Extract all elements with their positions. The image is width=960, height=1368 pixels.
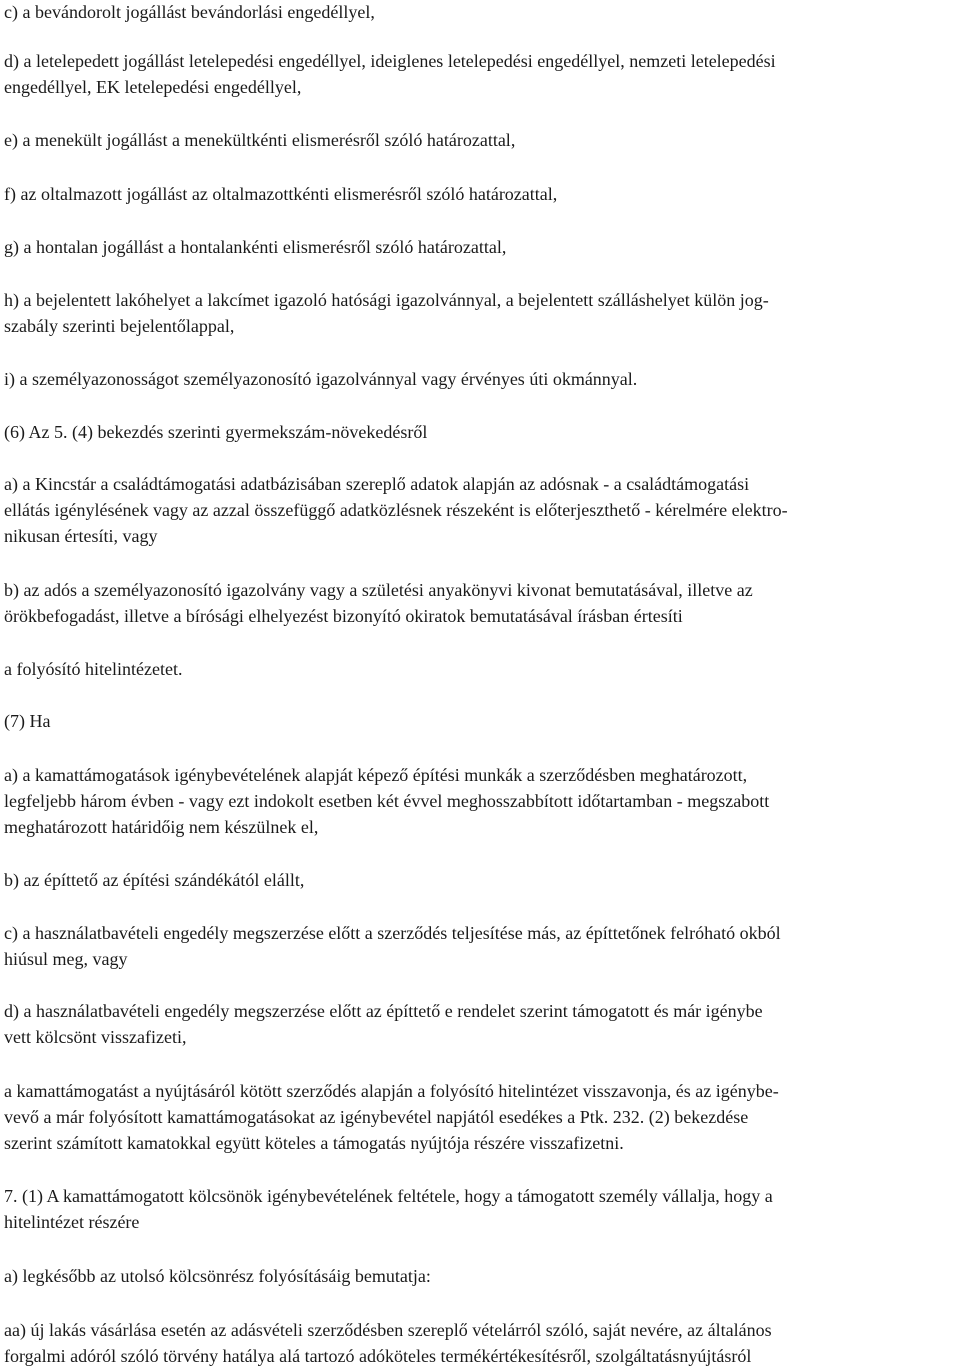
- text-line: ellátás igénylésének vagy az azzal összefüggő adatközlésnek részeként is előterjeszthető - kérelmére elektro-: [4, 500, 788, 520]
- text-line: h) a bejelentett lakóhelyet a lakcímet igazoló hatósági igazolvánnyal, a bejelentett szálláshelyet külön jog-: [4, 290, 769, 310]
- text-line: c) a bevándorolt jogállást bevándorlási engedéllyel,: [4, 2, 375, 22]
- text-line: (7) Ha: [4, 711, 51, 731]
- text-line: szabály szerinti bejelentőlappal,: [4, 316, 235, 336]
- text-line: b) az építtető az építési szándékától elállt,: [4, 870, 305, 890]
- text-line: aa) új lakás vásárlása esetén az adásvételi szerződésben szereplő vételárról szóló, saját nevére, az általános: [4, 1320, 772, 1340]
- text-line: vevő a már folyósított kamattámogatásokat az igénybevétel napjától esedékes a Ptk. 232. (2) bekezdése: [4, 1107, 749, 1127]
- text-line: szerint számított kamatokkal együtt köteles a támogatás nyújtója részére visszafizetni.: [4, 1133, 624, 1153]
- text-line: d) a letelepedett jogállást letelepedési engedéllyel, ideiglenes letelepedési engedéllyel, nemzeti letelepedési: [4, 51, 776, 71]
- text-line: legfeljebb három évben - vagy ezt indokolt esetben két évvel meghosszabbított időtartamban - megszabott: [4, 791, 770, 811]
- text-line: forgalmi adóról szóló törvény hatálya alá tartozó adóköteles termékértékesítésről, szolgáltatásnyújtásról: [4, 1346, 752, 1366]
- text-line: a) a kamattámogatások igénybevételének alapját képező építési munkák a szerződésben meghatározott,: [4, 765, 748, 785]
- text-line: a kamattámogatást a nyújtásáról kötött szerződés alapján a folyósító hitelintézet visszavonja, és az igénybe-: [4, 1081, 779, 1101]
- text-line: b) az adós a személyazonosító igazolvány vagy a születési anyakönyvi kivonat bemutatásával, illetve az: [4, 580, 753, 600]
- text-line: nikusan értesíti, vagy: [4, 526, 158, 546]
- text-line: e) a menekült jogállást a menekültkénti elismerésről szóló határozattal,: [4, 130, 516, 150]
- text-line: vett kölcsönt visszafizeti,: [4, 1027, 187, 1047]
- text-line: hitelintézet részére: [4, 1212, 140, 1232]
- text-line: g) a hontalan jogállást a hontalankénti elismerésről szóló határozattal,: [4, 237, 507, 257]
- text-line: a) legkésőbb az utolsó kölcsönrész folyósításáig bemutatja:: [4, 1266, 431, 1286]
- text-line: i) a személyazonosságot személyazonosító igazolvánnyal vagy érvényes úti okmánnyal.: [4, 369, 638, 389]
- text-line: engedéllyel, EK letelepedési engedéllyel,: [4, 77, 302, 97]
- text-line: d) a használatbavételi engedély megszerzése előtt az építtető e rendelet szerint támogatott és már igénybe: [4, 1001, 763, 1021]
- text-line: a) a Kincstár a családtámogatási adatbázisában szereplő adatok alapján az adósnak - a családtámogatási: [4, 474, 750, 494]
- text-line: c) a használatbavételi engedély megszerzése előtt a szerződés teljesítése más, az építtetőnek felróható okból: [4, 923, 781, 943]
- text-line: (6) Az 5. (4) bekezdés szerinti gyermekszám-növekedésről: [4, 422, 428, 442]
- text-line: hiúsul meg, vagy: [4, 949, 128, 969]
- text-line: a folyósító hitelintézetet.: [4, 659, 183, 679]
- text-line: f) az oltalmazott jogállást az oltalmazottkénti elismerésről szóló határozattal,: [4, 184, 558, 204]
- text-line: 7. (1) A kamattámogatott kölcsönök igénybevételének feltétele, hogy a támogatott személy vállalja, hogy a: [4, 1186, 773, 1206]
- text-line: meghatározott határidőig nem készülnek el,: [4, 817, 319, 837]
- text-line: örökbefogadást, illetve a bírósági elhelyezést bizonyító okiratok bemutatásával írásban értesíti: [4, 606, 683, 626]
